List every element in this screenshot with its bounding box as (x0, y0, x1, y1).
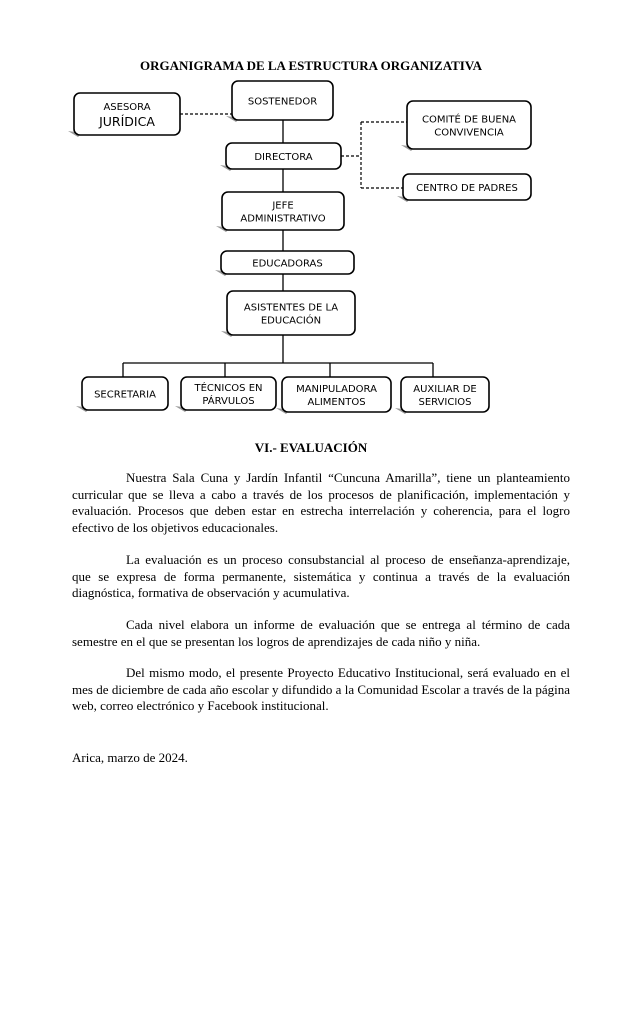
node-label: PÁRVULOS (202, 396, 255, 407)
org-node-educadoras (215, 251, 354, 276)
node-label: DIRECTORA (254, 152, 313, 163)
paragraph-3: Cada nivel elabora un informe de evaluación que se entrega al término de cada semestre en el que se presentan los logros de aprendizajes de cada niño y niña. (72, 617, 570, 649)
node-label: MANIPULADORA (296, 384, 377, 395)
org-node-asesora (68, 93, 180, 137)
node-label: CENTRO DE PADRES (416, 183, 518, 194)
organigram-title: ORGANIGRAMA DE LA ESTRUCTURA ORGANIZATIVA (140, 58, 482, 73)
node-label: JEFE (272, 200, 294, 212)
node-label: ALIMENTOS (307, 397, 366, 408)
node-label: CONVIVENCIA (434, 127, 504, 139)
paragraph-2: La evaluación es un proceso consubstancial al proceso de enseñanza-aprendizaje, que se expresa de forma permanente, sistemática y continua a través de la evaluación diagnóstica, formativa de observación y acumulativa. (72, 552, 570, 600)
node-label: EDUCACIÓN (260, 315, 322, 327)
node-label: JURÍDICA (99, 114, 155, 129)
org-node-tecnicos (175, 377, 276, 412)
org-node-comite (401, 101, 531, 151)
org-node-secretaria (76, 377, 168, 412)
org-node-sostenedor (226, 81, 333, 122)
node-label: TÉCNICOS EN (194, 383, 263, 394)
node-label: EDUCADORAS (252, 258, 323, 270)
organigram (0, 72, 622, 422)
org-node-asistentes (221, 291, 355, 337)
node-label: ASISTENTES DE LA (243, 302, 339, 314)
node-label: SERVICIOS (418, 397, 472, 408)
node-label: ASESORA (103, 102, 151, 113)
paragraph-4: Del mismo modo, el presente Proyecto Educativo Institucional, será evaluado en el mes de diciembre de cada año escolar y difundido a la Comunidad Escolar a través de la página web, correo electrónico y Facebook institucional. (72, 665, 570, 713)
node-label: ADMINISTRATIVO (240, 213, 326, 225)
node-label: SOSTENEDOR (247, 96, 318, 108)
node-label: COMITÉ DE BUENA (421, 114, 517, 126)
org-node-directora (220, 143, 341, 171)
paragraph-1: Nuestra Sala Cuna y Jardín Infantil “Cuncuna Amarilla”, tiene un planteamiento curricular que se lleva a cabo a través de los procesos de planificación, implementación y evaluación. Procesos que deben estar en estrecha interrelación y coherencia, para el logro efectivo de los objetivos educacionales. (72, 470, 570, 535)
org-node-jefe (216, 192, 344, 232)
org-node-centro-padres (397, 174, 531, 202)
closing-date: Arica, marzo de 2024. (72, 750, 188, 765)
org-node-manipuladora (276, 377, 391, 414)
node-label: AUXILIAR DE (413, 384, 477, 395)
section-title: VI.- EVALUACIÓN (254, 440, 368, 455)
node-label: SECRETARIA (94, 389, 156, 401)
org-node-auxiliar (395, 377, 489, 414)
